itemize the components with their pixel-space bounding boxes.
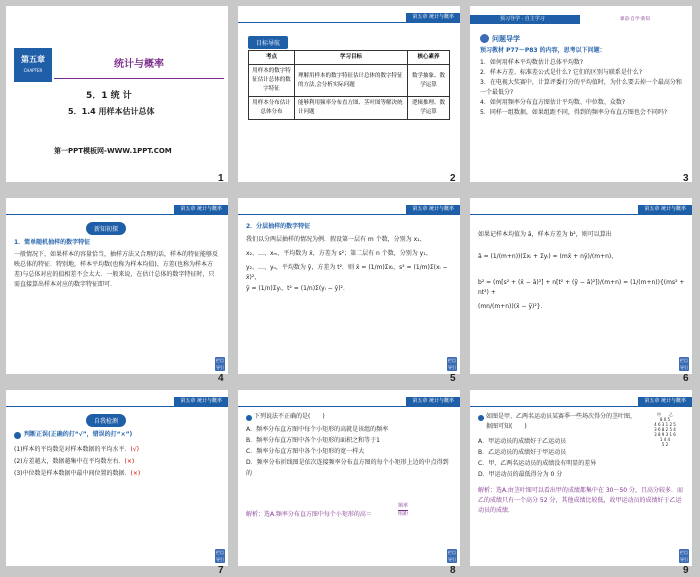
option-a: A．甲运动员的成绩好于乙运动员 bbox=[478, 438, 567, 445]
slide-number: 6 bbox=[683, 373, 689, 384]
top-bar: 第五章 统计与概率 bbox=[638, 205, 692, 214]
judge-list bbox=[14, 444, 220, 480]
option-d: D．频率分布折线图是依次连接频率分布直方图的每个小矩形上边的中点得到的 bbox=[246, 459, 449, 477]
list-item: 4．如何用频率分布直方图估计平均数、中位数、众数? bbox=[480, 99, 626, 106]
subsection-title: 5．1.4 用样本估计总体 bbox=[68, 107, 155, 116]
top-bar: 第五章 统计与概率 bbox=[638, 397, 692, 406]
stem-row: 3 8 9 3 1 6 bbox=[654, 432, 676, 437]
top-bar: 第五章 统计与概率 bbox=[406, 205, 460, 214]
slide-number: 7 bbox=[218, 565, 224, 576]
nav-icon[interactable]: 栏目 导引 bbox=[448, 358, 456, 370]
list-item: 2．样本方差、标准差公式是什么? 它们的区别与联系是什么? bbox=[480, 69, 643, 76]
line-2: x₂、…、xₘ，平均数为 x̄，方差为 s²；第二层有 n 个数，分别为 y₁、 bbox=[246, 250, 432, 257]
fraction-bottom: 组距 bbox=[398, 511, 409, 517]
chapter-badge bbox=[14, 48, 52, 82]
top-bar: 第五章 统计与概率 bbox=[174, 205, 228, 214]
option-d: D．甲运动员的最低得分为 0 分 bbox=[478, 471, 563, 478]
divider bbox=[54, 78, 224, 79]
table-row bbox=[249, 65, 450, 97]
stem-title: 甲 乙 bbox=[657, 412, 673, 417]
top-bar-line bbox=[470, 214, 692, 215]
goal-table bbox=[248, 50, 450, 120]
badge-self-check: 自我检测 bbox=[86, 414, 126, 427]
slide-3[interactable] bbox=[470, 6, 692, 182]
body-text: 一般情况下，如果样本的容量恰当，抽样方法又合理的话，样本的特征能够反映总体的特征．特别地，样本平均数(也称为样本均值)、方差(也称为样本方差)与总体对应的值相差不会太大．一般来说，在估计总体的数字特征时，只需直接算出样本对应的数字特征即可． bbox=[14, 251, 219, 288]
stem-row: 4 6 3 1 2 5 bbox=[654, 422, 676, 427]
line-1: 如果记样本均值为 ā，样本方差为 b²，则可以算出 bbox=[478, 231, 612, 238]
cell: 能够利用频率分布直方图、茎叶图等解决统计问题 bbox=[295, 97, 408, 120]
cell: 用样本的数字特征估计总体的数字特征 bbox=[249, 65, 295, 97]
problem-icon bbox=[480, 34, 489, 43]
list-item: 3．在电视大奖赛中，计算评委打分的平均值时，为什么要去掉一个最高分和一个最低分? bbox=[480, 79, 682, 96]
option-c: C．甲、乙两名运动员的成绩没有明显的差异 bbox=[478, 460, 597, 467]
question-icon bbox=[246, 415, 252, 421]
goal-badge: 目标导航 bbox=[248, 36, 288, 49]
list-item: 1．如何用样本平均数估计总体平均数? bbox=[480, 59, 584, 66]
slide-1[interactable] bbox=[6, 6, 228, 182]
nav-icon[interactable]: 栏目 导引 bbox=[448, 550, 456, 562]
stem-row: 8 0 5 bbox=[659, 417, 671, 422]
formula-1: ā = (1/(m+n))(Σxᵢ + Σyᵢ) = (mx̄ + nȳ)/(m+n)， bbox=[478, 253, 618, 260]
list-item bbox=[14, 468, 220, 480]
analysis: 解析：选A.频率分布直方图中每个小矩形的高＝ bbox=[246, 511, 372, 518]
stem-row: 3 6 8 2 5 4 bbox=[654, 427, 676, 432]
item-mark: (√) bbox=[130, 446, 140, 453]
line-3: y₂、…、yₙ，平均数为 ȳ，方差为 t²．则 x̄ = (1/m)Σxᵢ，s² = (1/m)Σ(xᵢ − x̄)²， bbox=[246, 264, 448, 281]
option-a: A．频率分布直方图中每个小矩形的高就是该组的频率 bbox=[246, 426, 389, 433]
slide-number: 9 bbox=[683, 565, 689, 576]
check-icon bbox=[14, 432, 21, 439]
slide-number: 8 bbox=[450, 565, 456, 576]
list-item bbox=[14, 444, 220, 456]
item-mark: (×) bbox=[124, 458, 135, 465]
list-item bbox=[14, 456, 220, 468]
slide-4[interactable] bbox=[6, 198, 228, 374]
heading: 2．分层抽样的数字特征 bbox=[246, 223, 311, 230]
line-4: ȳ = (1/n)Σyᵢ，t² = (1/n)Σ(yᵢ − ȳ)²． bbox=[246, 285, 349, 292]
cell: 用样本分布估计总体分布 bbox=[249, 97, 295, 120]
chapter-sub: CHAPTER bbox=[23, 68, 43, 73]
top-bar: 第五章 统计与概率 bbox=[406, 397, 460, 406]
slide-2[interactable] bbox=[238, 6, 460, 182]
item-mark: (×) bbox=[130, 470, 141, 477]
analysis: 解析：选A.由茎叶图可以看出甲的成绩都集中在 30～50 分，且高分较多．而乙的成绩只有一个高分 52 分，其他成绩比较低，故甲运动员的成绩好于乙运动员的成绩． bbox=[478, 487, 683, 514]
options-list bbox=[478, 436, 686, 480]
fraction-top: 频率 bbox=[398, 503, 409, 509]
heading: 1．简单随机抽样的数字特征 bbox=[14, 239, 91, 246]
header-core: 核心素养 bbox=[408, 51, 450, 65]
slide-number: 5 bbox=[450, 373, 456, 384]
stem-row: 5 2 bbox=[661, 442, 669, 447]
options-list bbox=[246, 424, 454, 479]
nav-icon[interactable]: 栏目 导引 bbox=[680, 358, 688, 370]
nav-icon[interactable]: 栏目 导引 bbox=[216, 550, 224, 562]
top-bar-line bbox=[238, 406, 460, 407]
slide-9[interactable] bbox=[470, 390, 692, 566]
table-row bbox=[249, 97, 450, 120]
cell: 理解用样本的数字特征估计总体的数字特征的方法,会分析实际问题 bbox=[295, 65, 408, 97]
question: 下列说法不正确的是( ) bbox=[254, 413, 325, 420]
header-goal: 学习目标 bbox=[295, 51, 408, 65]
top-bar: 第五章 统计与概率 bbox=[174, 397, 228, 406]
section-bar-sub: 课前·自学·新知 bbox=[620, 17, 650, 22]
instruction: 判断正误(正确的打“√”，错误的打“×”) bbox=[24, 431, 133, 438]
top-bar-line bbox=[470, 406, 692, 407]
nav-icon[interactable]: 栏目 导引 bbox=[680, 550, 688, 562]
top-bar-line bbox=[6, 406, 228, 407]
header-topic: 考点 bbox=[249, 51, 295, 65]
cell: 数学抽象、数学运算 bbox=[408, 65, 450, 97]
slide-7[interactable] bbox=[6, 390, 228, 566]
top-bar-line bbox=[238, 22, 460, 23]
formula-3: (mn/(m+n))(x̄ − ȳ)²}． bbox=[478, 303, 547, 310]
top-bar: 第五章 统计与概率 bbox=[406, 13, 460, 22]
stem-row: 1 4 4 bbox=[659, 437, 671, 442]
item-text: (3)中位数是样本数据中最中间位置的数据． bbox=[14, 470, 131, 477]
badge-new-knowledge: 新知初探 bbox=[86, 222, 126, 235]
item-text: (2)方差越大，数据越集中在平均数左右． bbox=[14, 458, 125, 465]
chapter-title: 统计与概率 bbox=[114, 59, 164, 70]
slide-number: 4 bbox=[218, 373, 224, 384]
item-text: (1)样本的平均数是对样本数据的平均水平． bbox=[14, 446, 131, 453]
nav-icon[interactable]: 栏目 导引 bbox=[216, 358, 224, 370]
question: 如图是甲、乙两名运动员某赛季一些场次得分的茎叶图，据图可知( ) bbox=[486, 413, 637, 430]
slide-6[interactable] bbox=[470, 198, 692, 374]
chapter-label: 第五章 bbox=[21, 55, 45, 64]
option-b: B．乙运动员的成绩好于甲运动员 bbox=[478, 449, 567, 456]
formula-2: b² = (m[s² + (x̄ − ā)²] + n[t² + (ȳ − ā)²])/(m+n) = (1/(m+n)){(ms² + nt²) + bbox=[478, 279, 685, 296]
section-title: 5．1 统 计 bbox=[86, 91, 132, 101]
top-bar-line bbox=[238, 214, 460, 215]
problem-intro: 预习教材 P77～P83 的内容，思考以下问题： bbox=[480, 47, 606, 54]
slide-5[interactable] bbox=[238, 198, 460, 374]
option-b: B．频率分布直方图中各个小矩形的面积之和等于1 bbox=[246, 437, 380, 444]
question-icon bbox=[478, 415, 484, 421]
slide-number: 2 bbox=[450, 173, 456, 184]
slide-number: 3 bbox=[683, 173, 689, 184]
section-bar bbox=[470, 15, 580, 24]
slide-number: 1 bbox=[218, 173, 224, 184]
option-c: C．频率分布直方图中各个小矩形的宽一样大 bbox=[246, 448, 365, 455]
cell: 逻辑推理、数学运算 bbox=[408, 97, 450, 120]
footer-text: 第一PPT模板网-WWW.1PPT.COM bbox=[54, 147, 172, 155]
line-1: 我们以分两层抽样的情况为例．假设第一层有 m 个数，分别为 x₁、 bbox=[246, 236, 426, 243]
fraction bbox=[398, 503, 408, 518]
question-list bbox=[480, 58, 685, 118]
section-bar-label: 预习导学 · 自主学习 bbox=[500, 16, 545, 22]
problem-title: 问题导学 bbox=[492, 35, 520, 43]
top-bar-line bbox=[6, 214, 228, 215]
list-item: 5．同样一组数据，如果组距不同，得到的频率分布直方图也会不同吗? bbox=[480, 109, 668, 116]
slide-8[interactable] bbox=[238, 390, 460, 566]
